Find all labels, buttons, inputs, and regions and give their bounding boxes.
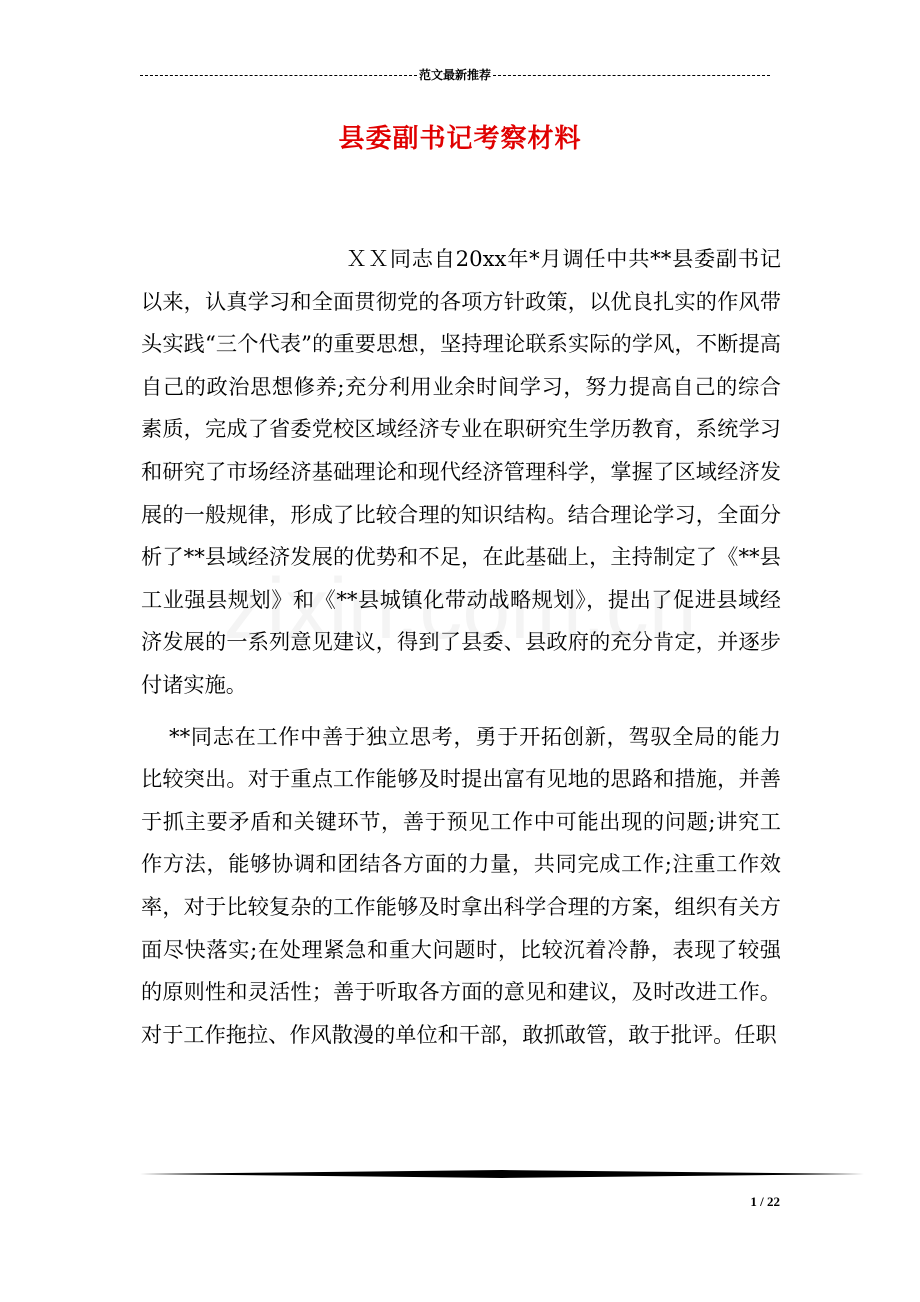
document-body bbox=[141, 238, 781, 1056]
paragraph-1: ＸＸ同志自20xx年*月调任中共**县委副书记以来，认真学习和全面贯彻党的各项方针政策，以优良扎实的作风带头实践“三个代表”的重要思想，坚持理论联系实际的学风，不断提高自己的政治思想修养;充分利用业余时间学习，努力提高自己的综合素质，完成了省委党校区域经济专业在职研究生学历教育，系统学习和研究了市场经济基础理论和现代经济管理科学，掌握了区域经济发展的一般规律，形成了比较合理的知识结构。结合理论学习，全面分析了**县域经济发展的优势和不足，在此基础上，主持制定了《**县工业强县规划》和《**县城镇化带动战略规划》，提出了促进县域经济发展的一系列意见建议，得到了县委、县政府的充分肯定，并逐步付诸实施。 bbox=[141, 246, 781, 697]
header-dash-left bbox=[140, 75, 417, 76]
header-banner bbox=[140, 66, 770, 83]
footer-divider bbox=[140, 1170, 864, 1178]
paragraph-2: **同志在工作中善于独立思考，勇于开拓创新，驾驭全局的能力比较突出。对于重点工作能够及时提出富有见地的思路和措施，并善于抓主要矛盾和关键环节，善于预见工作中可能出现的问题;讲究工作方法，能够协调和团结各方面的力量，共同完成工作;注重工作效率，对于比较复杂的工作能够及时拿出科学合理的方案，组织有关方面尽快落实;在处理紧急和重大问题时，比较沉着冷静，表现了较强的原则性和灵活性；善于听取各方面的意见和建议，及时改进工作。对于工作拖拉、作风散漫的单位和干部，敢抓敢管，敢于批评。任职 bbox=[141, 723, 781, 1047]
header-label: 范文最新推荐 bbox=[419, 68, 492, 82]
document-title: 县委副书记考察材料 bbox=[338, 124, 582, 154]
page-number: 1 / 22 bbox=[750, 1194, 780, 1209]
header-dash-right bbox=[493, 75, 770, 76]
